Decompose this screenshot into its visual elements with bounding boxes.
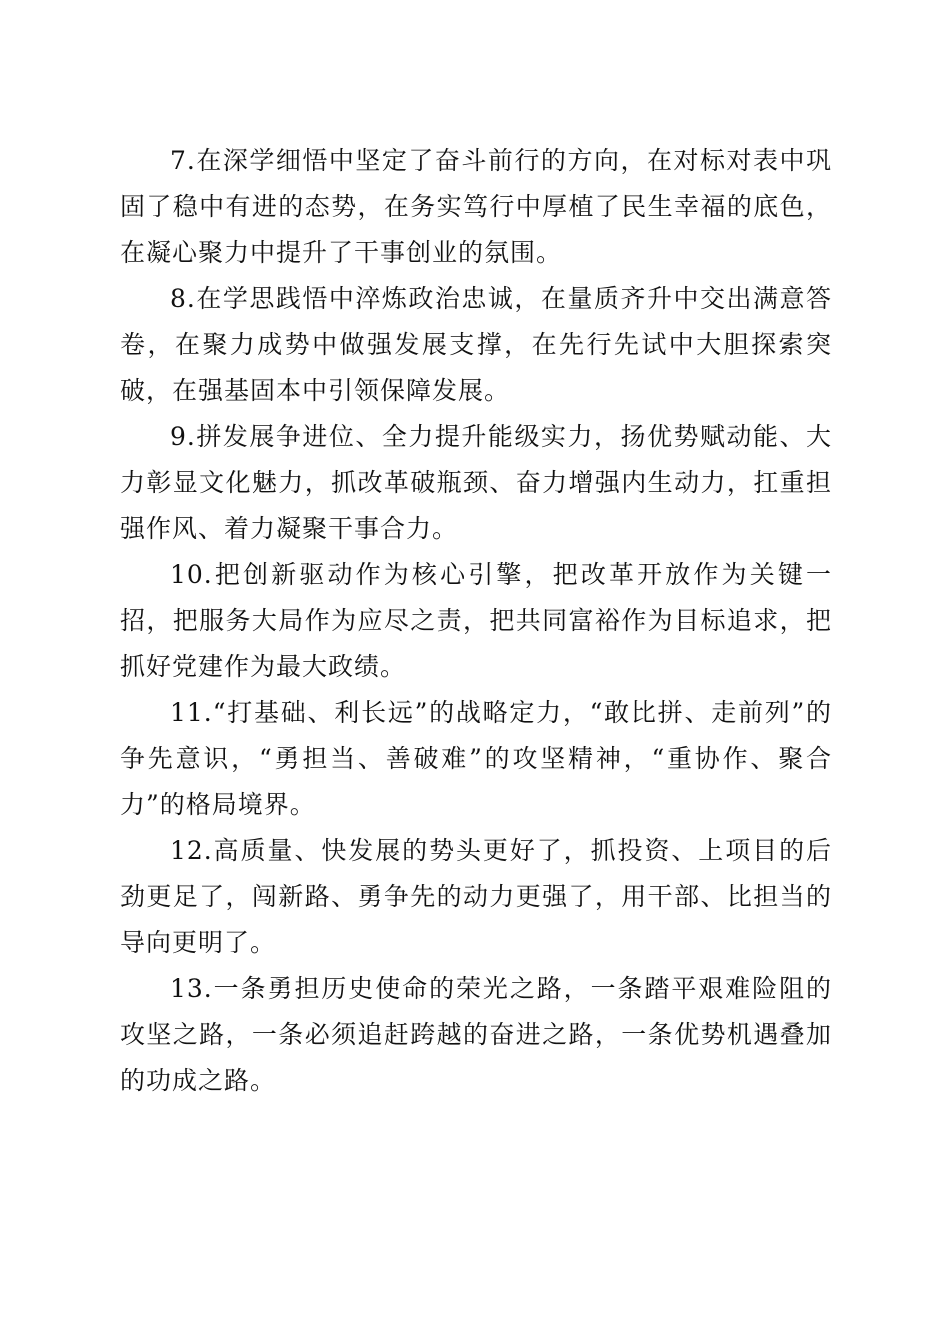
paragraph-11: 11.“打基础、利长远”的战略定力，“敢比拼、走前列”的争先意识，“勇担当、善破难”的攻坚精神，“重协作、聚合力”的格局境界。 bbox=[120, 698, 832, 819]
paragraph-7: 7.在深学细悟中坚定了奋斗前行的方向，在对标对表中巩固了稳中有进的态势，在务实笃行中厚植了民生幸福的底色，在凝心聚力中提升了干事创业的氛围。 bbox=[120, 146, 832, 267]
document-body bbox=[120, 138, 832, 1104]
paragraph-12: 12.高质量、快发展的势头更好了，抓投资、上项目的后劲更足了，闯新路、勇争先的动力更强了，用干部、比担当的导向更明了。 bbox=[120, 836, 832, 957]
paragraph-10: 10.把创新驱动作为核心引擎，把改革开放作为关键一招，把服务大局作为应尽之责，把共同富裕作为目标追求，把抓好党建作为最大政绩。 bbox=[120, 560, 832, 681]
paragraph-9: 9.拼发展争进位、全力提升能级实力，扬优势赋动能、大力彰显文化魅力，抓改革破瓶颈、奋力增强内生动力，扛重担强作风、着力凝聚干事合力。 bbox=[120, 422, 832, 543]
paragraph-13: 13.一条勇担历史使命的荣光之路，一条踏平艰难险阻的攻坚之路，一条必须追赶跨越的奋进之路，一条优势机遇叠加的功成之路。 bbox=[120, 974, 832, 1095]
paragraph-8: 8.在学思践悟中淬炼政治忠诚，在量质齐升中交出满意答卷，在聚力成势中做强发展支撑，在先行先试中大胆探索突破，在强基固本中引领保障发展。 bbox=[120, 284, 832, 405]
